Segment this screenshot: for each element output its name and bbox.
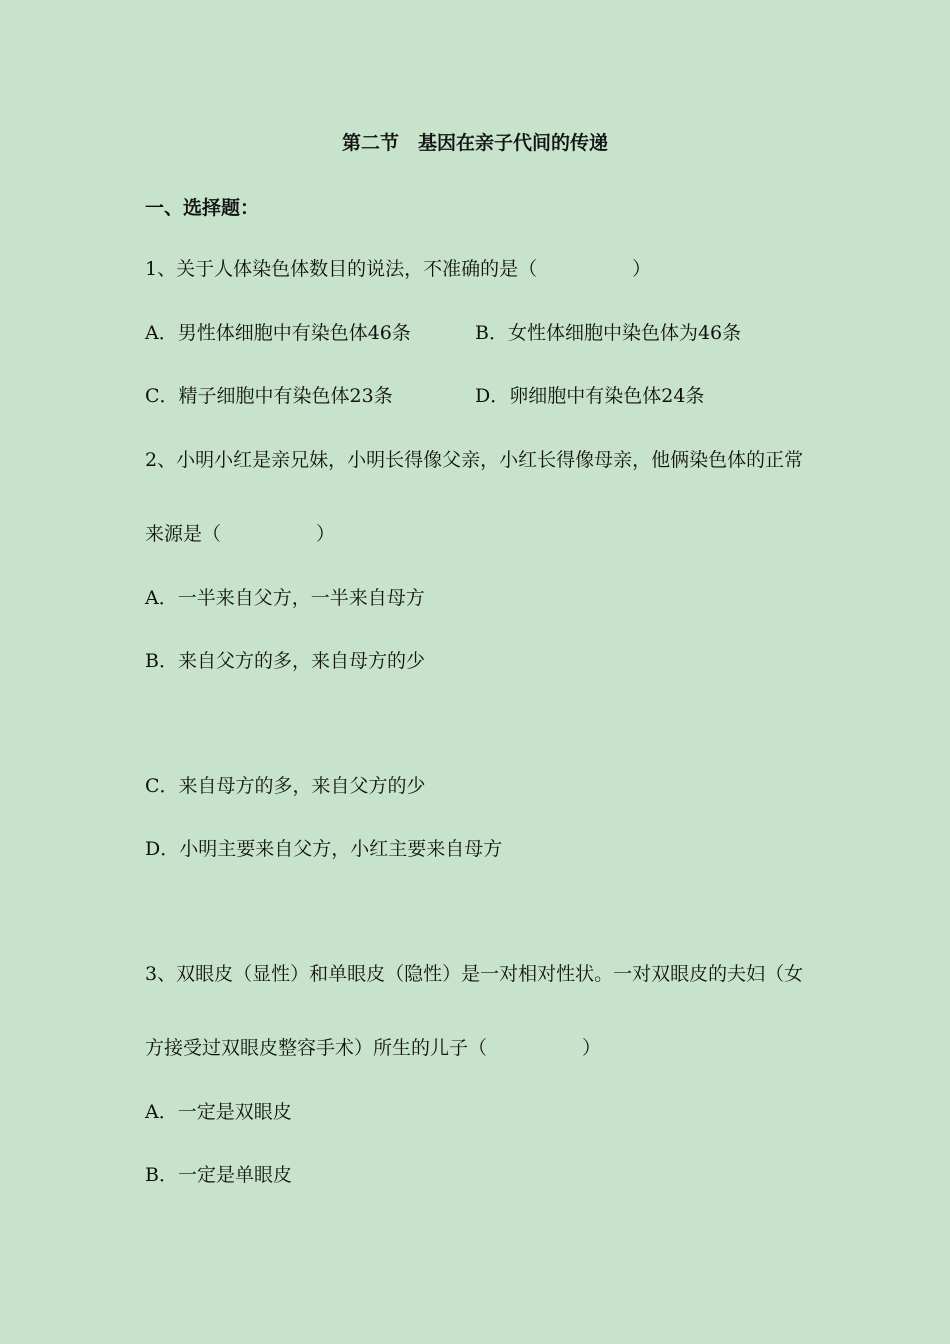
question-2-option-c: C．来自母方的多，来自父方的少 [145,775,426,797]
question-2-option-b: B．来自父方的多，来自母方的少 [145,650,425,672]
question-3-stem-line-2: 方接受过双眼皮整容手术）所生的儿子（ ） [145,1037,602,1059]
question-1-option-d: D．卵细胞中有染色体24条 [475,385,705,407]
question-1-option-b: B．女性体细胞中染色体为46条 [475,322,742,344]
question-1-stem: 1、关于人体染色体数目的说法，不准确的是（ ） [145,258,652,280]
question-3-stem-line-1: 3、双眼皮（显性）和单眼皮（隐性）是一对相对性状。一对双眼皮的夫妇（女 [145,963,804,985]
question-1-option-c: C．精子细胞中有染色体23条 [145,385,393,407]
question-2-stem-line-1: 2、小明小红是亲兄妹，小明长得像父亲，小红长得像母亲，他俩染色体的正常 [145,449,804,471]
question-2-option-a: A．一半来自父方，一半来自母方 [145,587,425,609]
question-3-option-a: A．一定是双眼皮 [145,1101,292,1123]
question-2-option-d: D．小明主要来自父方，小红主要来自母方 [145,838,503,860]
section-heading: 一、选择题： [145,197,260,219]
question-2-stem-line-2: 来源是（ ） [145,523,336,545]
page-title: 第二节 基因在亲子代间的传递 [341,132,608,154]
question-1-option-a: A．男性体细胞中有染色体46条 [145,322,411,344]
question-3-option-b: B．一定是单眼皮 [145,1164,292,1186]
